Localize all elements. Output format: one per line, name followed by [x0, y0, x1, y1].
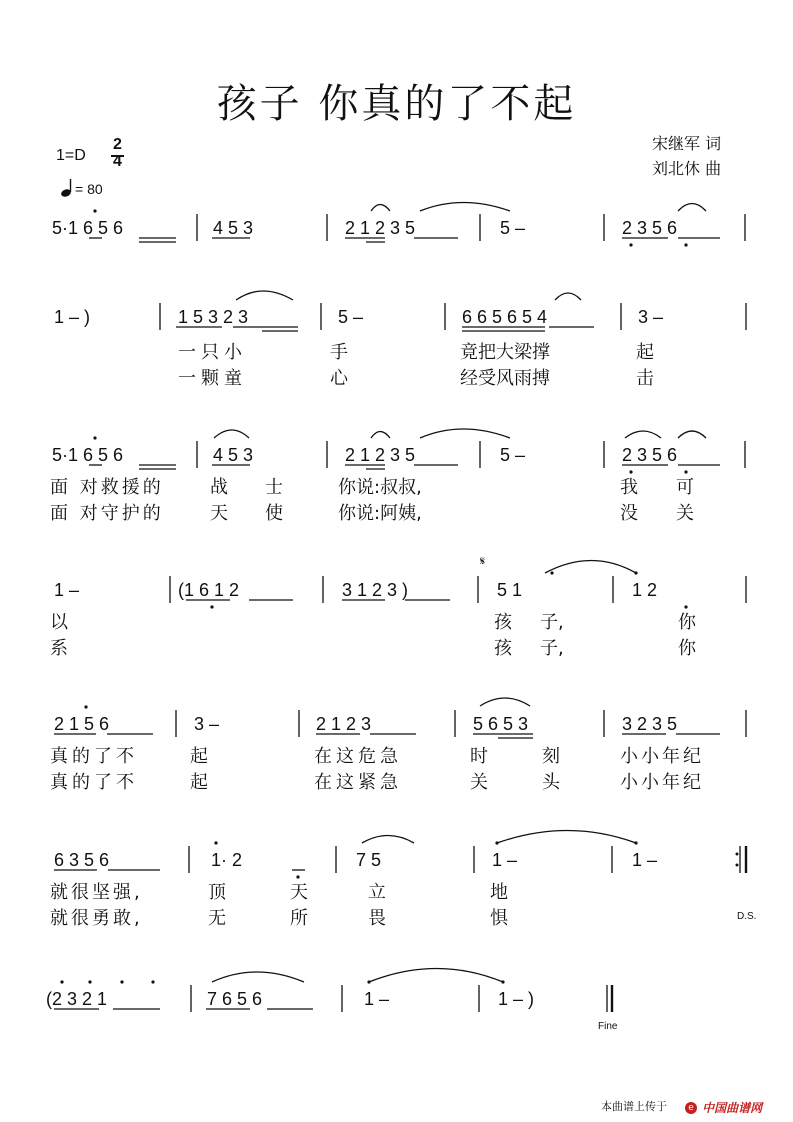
lyric: 时: [470, 746, 488, 767]
ds-marking: D.S.: [737, 911, 757, 922]
measure-notes: 5 1: [497, 580, 523, 600]
lyric: 天: [210, 503, 228, 524]
measure-notes: 7 6 5 6: [207, 989, 263, 1009]
lyric: 战: [210, 477, 228, 498]
measure-notes: 5 –: [338, 307, 364, 327]
lyric: 你: [678, 612, 696, 633]
measure-notes: 2 1 2 3: [316, 714, 372, 734]
lyric: 在这危急: [314, 746, 402, 767]
measure-notes: 2 3 5 6: [622, 218, 678, 238]
lyric: 士: [265, 477, 283, 498]
lyric: 面 对救援的: [50, 477, 164, 498]
key-signature: 1=D: [56, 147, 86, 164]
lyric: 无: [208, 908, 226, 929]
measure-notes: 2 1 2 3 5: [345, 218, 416, 238]
measure-notes: 2 3 5 6: [622, 445, 678, 465]
lyric: 心: [330, 368, 348, 389]
time-signature-bottom: 4: [113, 153, 122, 170]
measure-notes: 1 – ): [54, 307, 91, 327]
measure-notes: 4 5 3: [213, 445, 254, 465]
measure-notes: 3 1 2 3 ): [342, 580, 409, 600]
lyric: 你说:阿姨,: [338, 503, 422, 524]
measure-notes: 1· 2: [211, 850, 243, 870]
lyric: 孩: [494, 638, 512, 659]
lyric: 小小年纪: [620, 746, 704, 767]
lyric: 一只小: [178, 342, 247, 363]
measure-notes: 5 6 5 3: [473, 714, 529, 734]
lyric: 使: [265, 503, 283, 524]
lyric: 系: [50, 638, 68, 659]
logo-mark-icon: e: [685, 1102, 697, 1114]
page-title: 孩子 你真的了不起: [216, 81, 577, 127]
lyric: 关: [470, 772, 488, 793]
site-brand: 中国曲谱网: [702, 1101, 763, 1115]
lyric: 孩: [494, 612, 512, 633]
lyric: 天: [290, 882, 308, 903]
lyric: 手: [330, 342, 348, 363]
measure-notes: 1 –: [364, 989, 390, 1009]
lyric: 以: [50, 612, 68, 633]
time-signature-top: 2: [113, 136, 122, 153]
lyric: 小小年纪: [620, 772, 704, 793]
lyric: 顶: [208, 882, 226, 903]
lyric: 刻: [542, 746, 560, 767]
measure-notes: 7 5: [356, 850, 382, 870]
measure-notes: (2 3 2 1: [46, 989, 108, 1009]
measure-notes: 1 –: [492, 850, 518, 870]
lyric: 子,: [540, 638, 564, 659]
lyric: 经受风雨搏: [460, 368, 550, 389]
lyric: 畏: [368, 908, 386, 929]
measure-notes: 5·1 6 5 6: [52, 218, 124, 238]
measure-notes: 2 1 2 3 5: [345, 445, 416, 465]
lyric: 一颗童: [178, 368, 247, 389]
lyric: 你说:叔叔,: [338, 477, 422, 498]
measure-notes: (1 6 1 2: [178, 580, 240, 600]
measure-notes: 3 –: [194, 714, 220, 734]
lyric: 头: [542, 772, 560, 793]
measure-notes: 1 5 3 2 3: [178, 307, 249, 327]
lyric: 起: [190, 772, 208, 793]
fine-marking: Fine: [598, 1021, 618, 1032]
lyric: 地: [490, 882, 508, 903]
site-logo: [685, 1097, 762, 1116]
segno-mark: 𝄋: [480, 554, 486, 568]
measure-notes: 3 –: [638, 307, 664, 327]
lyric: 就很坚强,: [50, 882, 143, 903]
composer-credit: 刘北休 曲: [652, 159, 722, 178]
lyric: 没: [620, 503, 638, 524]
lyric: 关: [676, 503, 694, 524]
lyric: 就很勇敢,: [50, 908, 143, 929]
measure-notes: 5·1 6 5 6: [52, 445, 124, 465]
measure-notes: 1 –: [632, 850, 658, 870]
lyric: 竟把大梁撑: [460, 342, 550, 363]
lyric: 子,: [540, 612, 564, 633]
lyric: 面 对守护的: [50, 503, 164, 524]
measure-notes: 6 6 5 6 5 4: [462, 307, 548, 327]
measure-notes: 2 1 5 6: [54, 714, 110, 734]
measure-notes: 1 – ): [498, 989, 535, 1009]
measure-notes: 4 5 3: [213, 218, 254, 238]
lyric: 我: [620, 477, 638, 498]
lyric: 所: [290, 908, 308, 929]
lyric: 真的了不: [50, 746, 138, 767]
measure-notes: 3 2 3 5: [622, 714, 678, 734]
lyricist-credit: 宋继军 词: [652, 134, 722, 153]
lyric: 真的了不: [50, 772, 138, 793]
footer-text: 本曲谱上传于: [601, 1100, 667, 1113]
measure-notes: 5 –: [500, 445, 526, 465]
lyric: 你: [678, 638, 696, 659]
measure-notes: 6 3 5 6: [54, 850, 110, 870]
tempo-marking: = 80: [75, 181, 103, 197]
lyric: 在这紧急: [314, 772, 402, 793]
lyric: 起: [636, 342, 654, 363]
measure-notes: 5 –: [500, 218, 526, 238]
lyric: 击: [636, 368, 654, 389]
lyric: 立: [368, 882, 386, 903]
lyric: 可: [676, 477, 694, 498]
lyric: 惧: [490, 908, 508, 929]
lyric: 起: [190, 746, 208, 767]
measure-notes: 1 2: [632, 580, 658, 600]
measure-notes: 1 –: [54, 580, 80, 600]
